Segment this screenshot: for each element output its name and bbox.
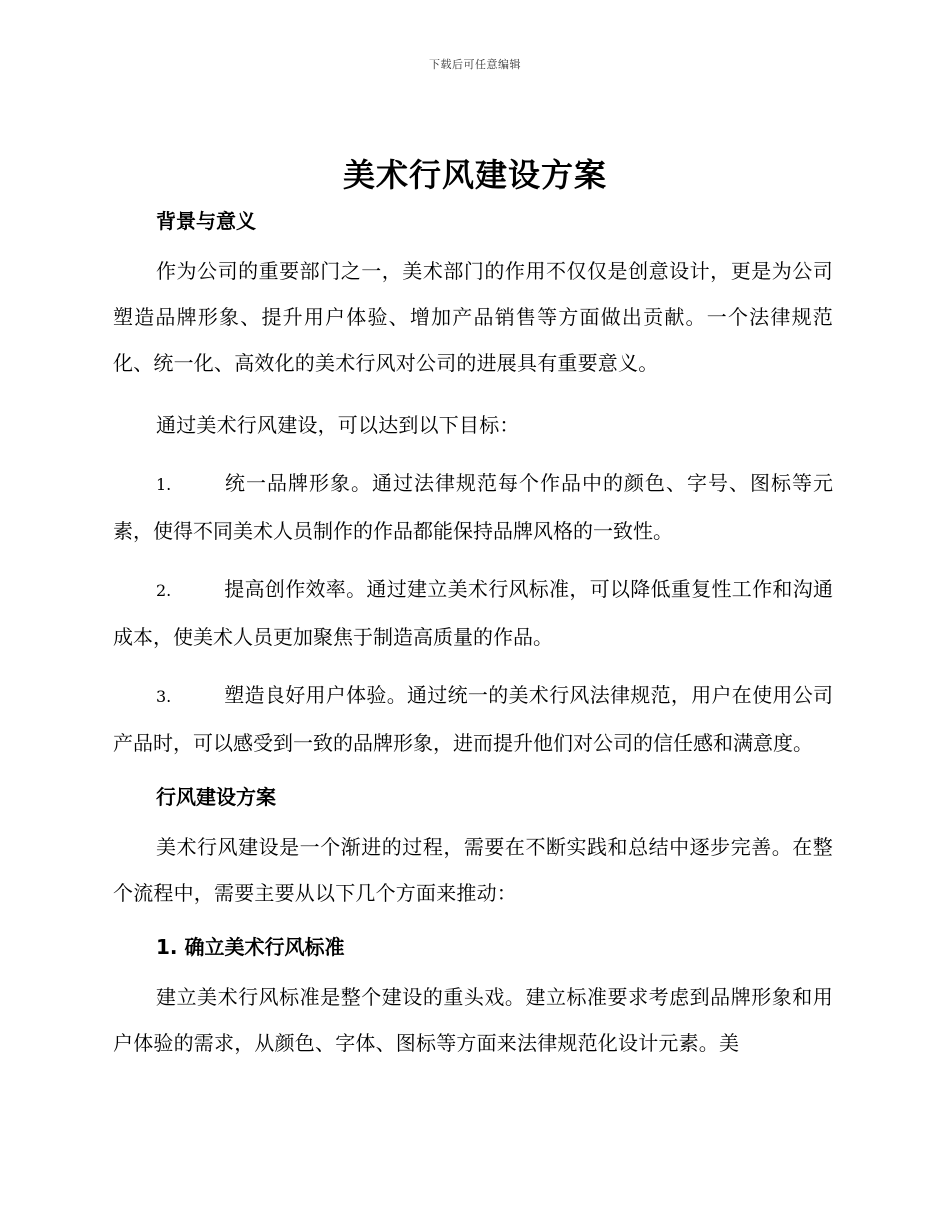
list-number: 3. <box>156 687 172 706</box>
list-item <box>113 672 833 766</box>
page-header-note: 下载后可任意编辑 <box>429 58 521 71</box>
paragraph: 作为公司的重要部门之一，美术部门的作用不仅仅是创意设计，更是为公司塑造品牌形象、提升用户体验、增加产品销售等方面做出贡献。一个法律规范化、统一化、高效化的美术行风对公司的进展具有重要意义。 <box>113 259 833 375</box>
paragraph: 美术行风建设是一个渐进的过程，需要在不断实践和总结中逐步完善。在整个流程中，需要主要从以下几个方面来推动： <box>113 835 833 905</box>
section-heading-plan: 行风建设方案 <box>156 785 276 809</box>
list-item <box>113 566 833 660</box>
list-number: 2. <box>156 581 172 600</box>
document-body <box>113 206 833 1066</box>
paragraph: 建立美术行风标准是整个建设的重头戏。建立标准要求考虑到品牌形象和用户体验的需求，从颜色、字体、图标等方面来法律规范化设计元素。美 <box>113 985 833 1055</box>
list-item <box>113 460 833 554</box>
document-title: 美术行风建设方案 <box>342 156 607 194</box>
list-item-text: 统一品牌形象。通过法律规范每个作品中的颜色、字号、图标等元素，使得不同美术人员制作的作品都能保持品牌风格的一致性。 <box>113 471 833 543</box>
list-item-text: 提高创作效率。通过建立美术行风标准，可以降低重复性工作和沟通成本，使美术人员更加聚焦于制造高质量的作品。 <box>113 577 833 649</box>
subsection-heading: 1. 确立美术行风标准 <box>156 935 345 959</box>
list-item-text: 塑造良好用户体验。通过统一的美术行风法律规范，用户在使用公司产品时，可以感受到一致的品牌形象，进而提升他们对公司的信任感和满意度。 <box>113 683 833 755</box>
list-number: 1. <box>156 475 172 494</box>
paragraph: 通过美术行风建设，可以达到以下目标： <box>156 413 520 437</box>
section-heading-background: 背景与意义 <box>156 209 256 233</box>
